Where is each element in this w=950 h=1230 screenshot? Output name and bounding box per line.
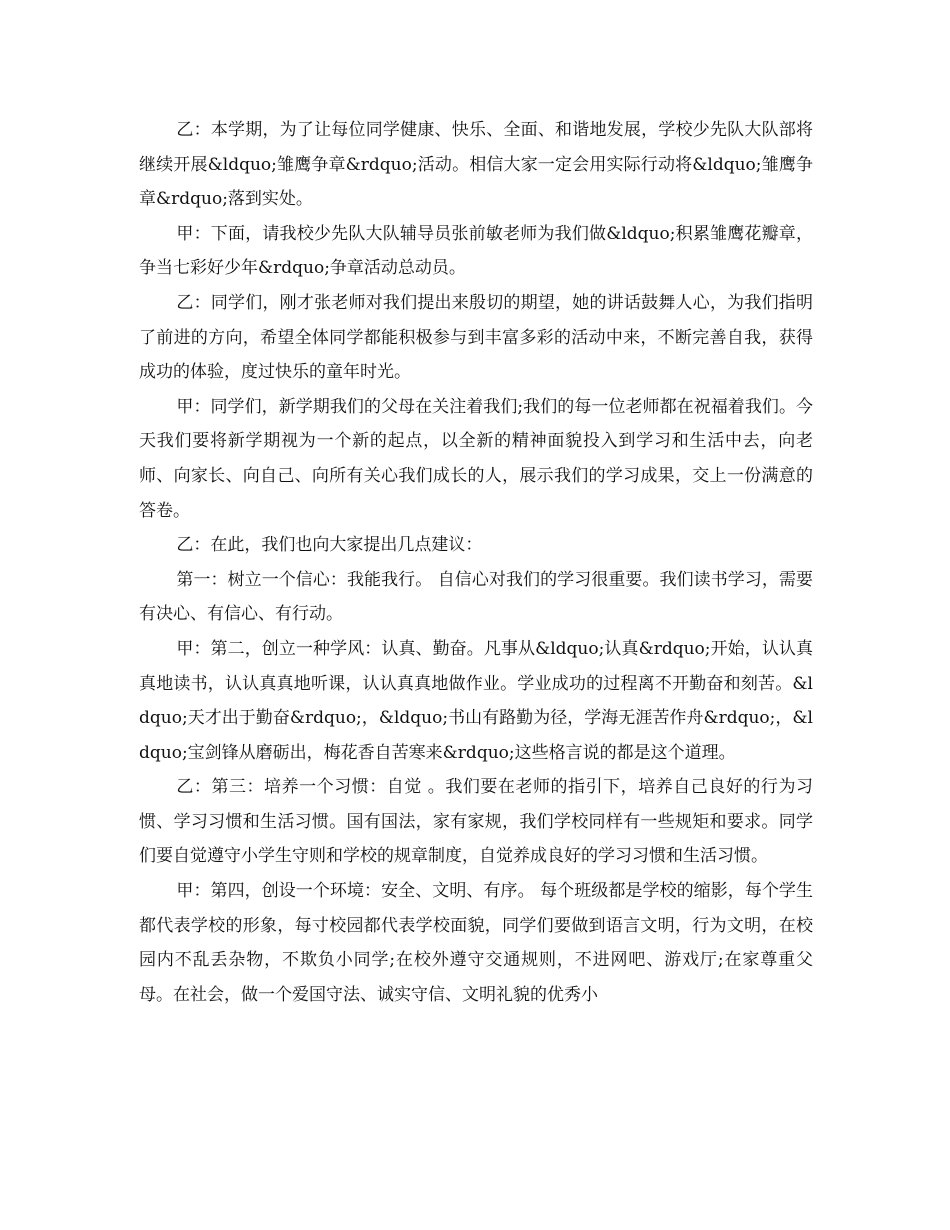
paragraph-suggestion-confidence: 第一：树立一个信心：我能我行。 自信心对我们的学习很重要。我们读书学习，需要有决心、有信心、有行动。	[139, 569, 813, 625]
document-body	[139, 113, 813, 1012]
paragraph-mobilization-intro: 甲：下面，请我校少先队大队辅导员张前敏老师为我们做&ldquo;积累雏鹰花瓣章，争当七彩好少年&rdquo;争章活动总动员。	[139, 223, 813, 279]
paragraph-new-term-start: 甲：同学们，新学期我们的父母在关注着我们;我们的每一位老师都在祝福着我们。今天我们要将新学期视为一个新的起点，以全新的精神面貌投入到学习和生活中去，向老师、向家长、向自己、向所有关心我们成长的人，展示我们的学习成果，交上一份满意的答卷。	[139, 396, 813, 521]
paragraph-suggestion-study-style: 甲：第二，创立一种学风：认真、勤奋。凡事从&ldquo;认真&rdquo;开始，认认真真地读书，认认真真地听课，认认真真地做作业。学业成功的过程离不开勤奋和刻苦。&ldquo;天才出于勤奋&rdquo;，&ldquo;书山有路勤为径，学海无涯苦作舟&rdquo;，&ldquo;宝剑锋从磨砺出，梅花香自苦寒来&rdquo;这些格言说的都是这个道理。	[139, 638, 813, 763]
paragraph-suggestion-environment: 甲：第四，创设一个环境：安全、文明、有序。 每个班级都是学校的缩影，每个学生都代表学校的形象，每寸校园都代表学校面貌，同学们要做到语言文明，行为文明，在校园内不乱丢杂物，不欺负小同学;在校外遵守交通规则，不进网吧、游戏厅;在家尊重父母。在社会，做一个爱国守法、诚实守信、文明礼貌的优秀小	[139, 881, 813, 1005]
paragraph-goals: 乙：本学期，为了让每位同学健康、快乐、全面、和谐地发展，学校少先队大队部将继续开展&ldquo;雏鹰争章&rdquo;活动。相信大家一定会用实际行动将&ldquo;雏鹰争章&rdquo;落到实处。	[139, 120, 813, 210]
paragraph-suggestion-habits: 乙：第三：培养一个习惯：自觉 。我们要在老师的指引下，培养自己良好的行为习惯、学习习惯和生活习惯。国有国法，家有家规，我们学校同样有一些规矩和要求。同学们要自觉遵守小学生守则和学校的规章制度，自觉养成良好的学习习惯和生活习惯。	[139, 777, 813, 867]
paragraph-teacher-speech-response: 乙：同学们，刚才张老师对我们提出来殷切的期望，她的讲话鼓舞人心，为我们指明了前进的方向，希望全体同学都能积极参与到丰富多彩的活动中来，不断完善自我，获得成功的体验，度过快乐的童年时光。	[139, 292, 813, 383]
paragraph-suggestions-intro: 乙：在此，我们也向大家提出几点建议：	[176, 535, 483, 556]
